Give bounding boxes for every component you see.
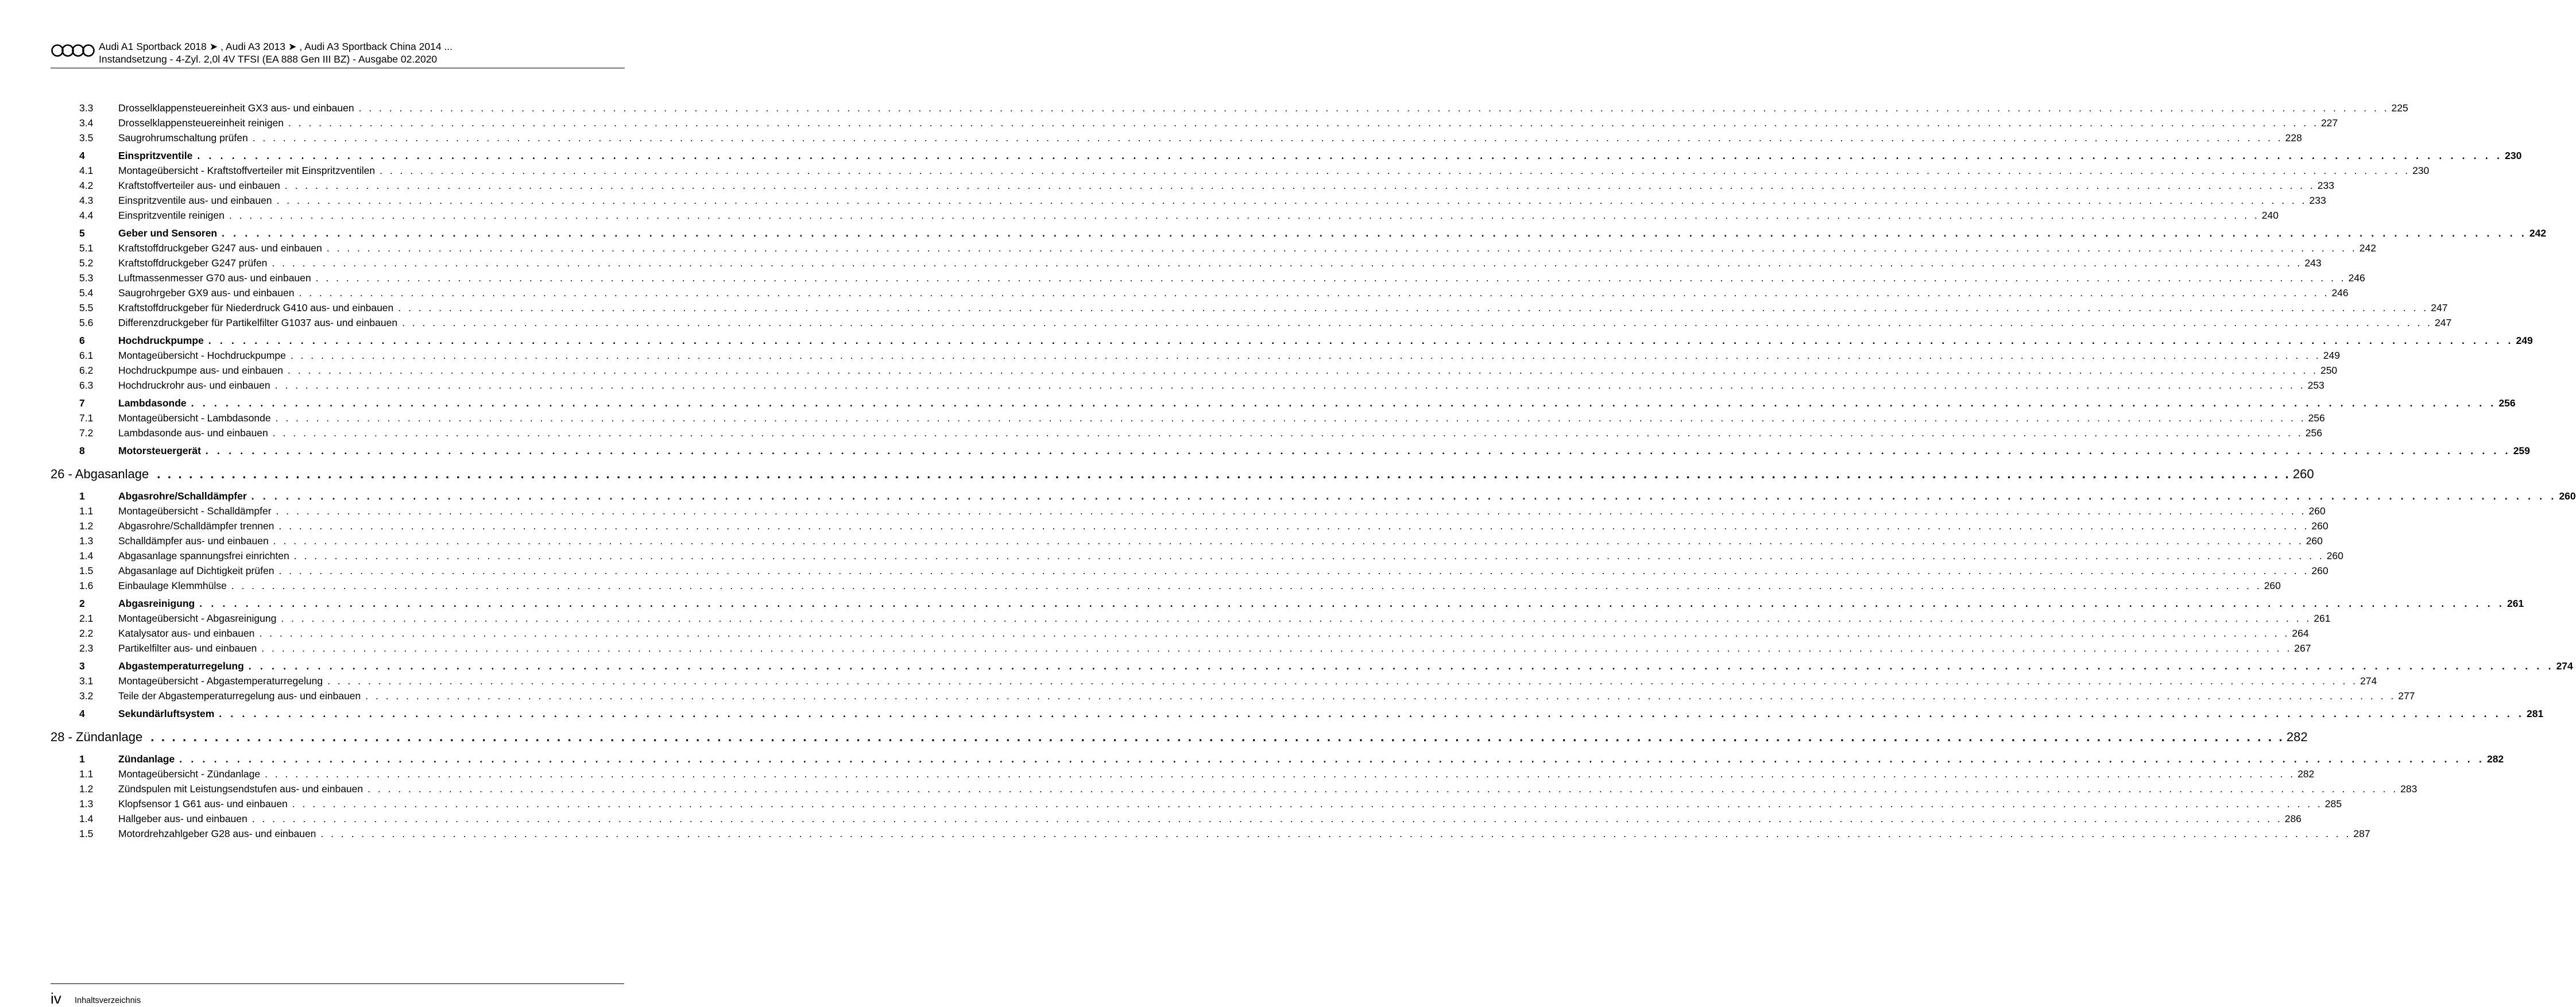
toc-entry-page: 264 [2289,626,2308,641]
toc-entry-leader-line [118,673,2377,688]
header-text [99,40,452,65]
toc-dot-leader: . . . . . . . . . . . . . . . . . . . . . . . . . . . . . . . . . . . . . . . . . . . . . . . . . . . . . . . . . . . . . . . . . . . . . . . . . . . . . . . . . . . . . . . . . . . . . . . . . . . . . . . . . . . . . . . . . . . . . . . . . . . . . . . . . . . . . . . . . . . . . . . . . . . . . . . . . . . . . . . . . . . . . . . . . . . . . . . . . . . . . . . . . . . . . . . . . . . . . . . . [229,210,2260,221]
toc-dot-leader: . . . . . . . . . . . . . . . . . . . . . . . . . . . . . . . . . . . . . . . . . . . . . . . . . . . . . . . . . . . . . . . . . . . . . . . . . . . . . . . . . . . . . . . . . . . . . . . . . . . . . . . . . . . . . . . . . . . . . . . . . . . . . . . . . . . . . . . . . . . . . . . . . . . . . . . . . . . . . . . . . . . . . . . . . . . . . . . . . . . . . . . . . . . . . . . . . . . . . . . . [290,350,2321,361]
toc-entry[interactable] [51,533,2323,548]
toc-entry-number: 1 [79,753,85,765]
toc-entry-number: 1.5 [79,565,94,576]
toc-entry[interactable] [51,178,2334,193]
toc-entry-leader-line [118,578,2281,593]
toc-entry-leader-line [118,285,2349,300]
toc-entry-title: Abgasanlage spannungsfrei einrichten [118,548,294,563]
toc-dot-leader: . . . . . . . . . . . . . . . . . . . . . . . . . . . . . . . . . . . . . . . . . . . . . . . . . . . . . . . . . . . . . . . . . . . . . . . . . . . . . . . . . . . . . . . . . . . . . . . . . . . . . . . . . . . . . . . . . . . . . . . . . . . . . . . . . . . . . . . . . . . . . . . . . . . . . . . . . . . . . . . . . . . . . . . . . . . . . . . . . . . . . . . . . . . . . . . . . . . . . . . . [150,730,2284,744]
toc-dot-leader: . . . . . . . . . . . . . . . . . . . . . . . . . . . . . . . . . . . . . . . . . . . . . . . . . . . . . . . . . . . . . . . . . . . . . . . . . . . . . . . . . . . . . . . . . . . . . . . . . . . . . . . . . . . . . . . . . . . . . . . . . . . . . . . . . . . . . . . . . . . . . . . . . . . . . . . . . . . . . . . . . . . . . . . . . . . . . . . . . . . . . . . . . . . . . . . . . . . . . . . . [288,365,2318,376]
toc-entry[interactable] [51,563,2329,578]
toc-entry[interactable] [51,100,2408,115]
toc-entry-number: 5.1 [79,242,94,254]
toc-dot-leader: . . . . . . . . . . . . . . . . . . . . . . . . . . . . . . . . . . . . . . . . . . . . . . . . . . . . . . . . . . . . . . . . . . . . . . . . . . . . . . . . . . . . . . . . . . . . . . . . . . . . . . . . . . . . . . . . . . . . . . . . . . . . . . . . . . . . . . . . . . . . . . . . . . . . . . . . . . . . . . . . . . . . . . . . . . . . . . . . . . . . . . . . . . . . . . . . . . . . . . . . [259,628,2290,639]
toc-entry-title: Klopfsensor 1 G61 aus- und einbauen [118,796,292,811]
toc-entry-number: 1.5 [79,828,94,839]
toc-entry[interactable] [51,315,2452,330]
toc-entry-page: 277 [2396,688,2415,703]
toc-entry-number: 5.5 [79,302,94,313]
toc-entry[interactable] [51,611,2331,626]
toc-entry[interactable] [51,348,2340,363]
toc-entry-page: 227 [2319,115,2338,130]
footer-label: Inhaltsverzeichnis [75,996,141,1005]
table-of-contents [51,100,2576,841]
toc-section-entry[interactable] [51,148,2522,163]
toc-entry-page: 259 [2511,443,2530,458]
toc-entry-number: 3.5 [79,132,94,144]
toc-section-entry[interactable] [51,659,2573,673]
toc-entry-leader-line [118,410,2325,425]
toc-dot-leader: . . . . . . . . . . . . . . . . . . . . . . . . . . . . . . . . . . . . . . . . . . . . . . . . . . . . . . . . . . . . . . . . . . . . . . . . . . . . . . . . . . . . . . . . . . . . . . . . . . . . . . . . . . . . . . . . . . . . . . . . . . . . . . . . . . . . . . . . . . . . . . . . . . . . . . . . . . . . . . . . . . . . . . . . . . . . . . . . . . . . . . . . . . . . . . . . . . . . . . . . [320,828,2351,839]
toc-entry-leader-line [118,208,2279,223]
toc-entry-title: Einspritzventile reinigen [118,208,229,223]
toc-dot-leader: . . . . . . . . . . . . . . . . . . . . . . . . . . . . . . . . . . . . . . . . . . . . . . . . . . . . . . . . . . . . . . . . . . . . . . . . . . . . . . . . . . . . . . . . . . . . . . . . . . . . . . . . . . . . . . . . . . . . . . . . . . . . . . . . . . . . . . . . . . . . . . . . . . . . . . . . . . . . . . . . . . . . . . . . . . . . . . . . . . . . . . . . . . . . . . . . . . . . . . . . [368,783,2399,795]
toc-entry-title: Montageübersicht - Schalldämpfer [118,503,276,518]
toc-entry-leader-line [118,596,2524,611]
toc-entry-title: Einspritzventile [118,148,197,163]
toc-entry-page: 256 [2303,425,2322,440]
toc-chapter-entry[interactable] [51,726,2308,749]
toc-entry-title: Differenzdruckgeber für Partikelfilter G1037 aus- und einbauen [118,315,402,330]
toc-entry-title: 26 - Abgasanlage [51,463,157,486]
toc-entry-page: 260 [2262,578,2281,593]
toc-entry-page: 261 [2505,596,2524,611]
toc-dot-leader: . . . . . . . . . . . . . . . . . . . . . . . . . . . . . . . . . . . . . . . . . . . . . . . . . . . . . . . . . . . . . . . . . . . . . . . . . . . . . . . . . . . . . . . . . . . . . . . . . . . . . . . . . . . . . . . . . . . . . . . . . . . . . . . . . . . . . . . . . . . . . . . . . . . . . . . . . . . . . . . . . . . . . . . . . . . . . . . . . . . . . . . . . . . . . . . . . . . . . . . . [261,642,2292,654]
toc-entry[interactable] [51,766,2315,781]
toc-entry[interactable] [51,163,2430,178]
toc-entry-number: 6 [79,335,85,346]
toc-dot-leader: . . . . . . . . . . . . . . . . . . . . . . . . . . . . . . . . . . . . . . . . . . . . . . . . . . . . . . . . . . . . . . . . . . . . . . . . . . . . . . . . . . . . . . . . . . . . . . . . . . . . . . . . . . . . . . . . . . . . . . . . . . . . . . . . . . . . . . . . . . . . . . . . . . . . . . . . . . . . . . . . . . . . . . . . . . . . . . . . . . . . . . . . . . . . . . . . . . . . . . . . [252,813,2283,824]
toc-entry-page: 246 [2329,285,2348,300]
toc-entry-number: 4.3 [79,195,94,206]
toc-entry-title: Geber und Sensoren [118,226,222,241]
toc-entry-leader-line [118,226,2547,241]
toc-entry-page: 260 [2556,489,2575,503]
toc-entry-page: 260 [2309,563,2328,578]
toc-entry-page: 249 [2514,333,2533,348]
toc-entry[interactable] [51,518,2329,533]
toc-entry[interactable] [51,241,2376,255]
toc-entry-leader-line [118,315,2452,330]
toc-entry[interactable] [51,425,2322,440]
toc-dot-leader: . . . . . . . . . . . . . . . . . . . . . . . . . . . . . . . . . . . . . . . . . . . . . . . . . . . . . . . . . . . . . . . . . . . . . . . . . . . . . . . . . . . . . . . . . . . . . . . . . . . . . . . . . . . . . . . . . . . . . . . . . . . . . . . . . . . . . . . . . . . . . . . . . . . . . . . . . . . . . . . . . . . . . . . . . . . . . . . . . . . . . . . . . . . . . . . . . . . . . . . . [293,550,2324,561]
toc-entry-title: Katalysator aus- und einbauen [118,626,259,641]
toc-entry[interactable] [51,410,2325,425]
toc-dot-leader: . . . . . . . . . . . . . . . . . . . . . . . . . . . . . . . . . . . . . . . . . . . . . . . . . . . . . . . . . . . . . . . . . . . . . . . . . . . . . . . . . . . . . . . . . . . . . . . . . . . . . . . . . . . . . . . . . . . . . . . . . . . . . . . . . . . . . . . . . . . . . . . . . . . . . . . . . . . . . . . . . . . . . . . . . . . . . . . . . . . . . . . . . . . . . . . . . . . . . . . . [327,675,2358,687]
toc-dot-leader: . . . . . . . . . . . . . . . . . . . . . . . . . . . . . . . . . . . . . . . . . . . . . . . . . . . . . . . . . . . . . . . . . . . . . . . . . . . . . . . . . . . . . . . . . . . . . . . . . . . . . . . . . . . . . . . . . . . . . . . . . . . . . . . . . . . . . . . . . . . . . . . . . . . . . . . . . . . . . . . . . . . . . . . . . . . . . . . . . . . . . . . . . . . . . . . . . . . . . . . . [365,690,2396,702]
toc-entry-title: Kraftstoffdruckgeber G247 aus- und einbauen [118,241,327,255]
toc-entry-page: 260 [2309,518,2328,533]
toc-entry-title: Sekundärluftsystem [118,706,219,721]
toc-entry-leader-line [118,115,2338,130]
toc-dot-leader: . . . . . . . . . . . . . . . . . . . . . . . . . . . . . . . . . . . . . . . . . . . . . . . . . . . . . . . . . . . . . . . . . . . . . . . . . . . . . . . . . . . . . . . . . . . . . . . . . . . . . . . . . . . . . . . . . . . . . . . . . . . . . . . . . . . . . . . . . . . . . . . . . . . . . . . . . . . . . . . . . . . . . . . . . . . . . . . . . . . . . . . . . . . . . . . . . . . . . . . . [231,580,2262,591]
toc-entry-leader-line [118,163,2430,178]
toc-entry-page: 256 [2306,410,2325,425]
toc-entry-title: Drosselklappensteuereinheit reinigen [118,115,288,130]
toc-entry-leader-line [118,611,2331,626]
toc-entry-leader-line [118,255,2322,270]
toc-entry-number: 4.2 [79,180,94,191]
toc-entry-page: 240 [2260,208,2279,223]
toc-entry-number: 1.6 [79,580,94,591]
toc-dot-leader: . . . . . . . . . . . . . . . . . . . . . . . . . . . . . . . . . . . . . . . . . . . . . . . . . . . . . . . . . . . . . . . . . . . . . . . . . . . . . . . . . . . . . . . . . . . . . . . . . . . . . . . . . . . . . . . . . . . . . . . . . . . . . . . . . . . . . . . . . . . . . . . . . . . . . . . . . . . . . . . . . . . . . . . . . . . . . . . . . . . . . . . . . . . . . . . . . . . . . . . . [292,798,2323,810]
toc-entry[interactable] [51,363,2338,378]
toc-dot-leader: . . . . . . . . . . . . . . . . . . . . . . . . . . . . . . . . . . . . . . . . . . . . . . . . . . . . . . . . . . . . . . . . . . . . . . . . . . . . . . . . . . . . . . . . . . . . . . . . . . . . . . . . . . . . . . . . . . . . . . . . . . . . . . . . . . . . . . . . . . . . . . . . . . . . . . . . . . . . . . . . . . . . . . . . . . . . . . . . . . . . . . . . . . . . . . . . . . . . . . . . [199,598,2505,609]
toc-entry-title: Abgasanlage auf Dichtigkeit prüfen [118,563,279,578]
toc-entry-number: 4 [79,150,85,161]
toc-entry-number: 2.3 [79,642,94,654]
toc-entry-leader-line [118,425,2322,440]
toc-entry-number: 1.1 [79,768,94,780]
toc-entry-leader-line [118,766,2315,781]
toc-entry-page: 233 [2315,178,2334,193]
toc-entry-leader-line [118,130,2302,145]
toc-dot-leader: . . . . . . . . . . . . . . . . . . . . . . . . . . . . . . . . . . . . . . . . . . . . . . . . . . . . . . . . . . . . . . . . . . . . . . . . . . . . . . . . . . . . . . . . . . . . . . . . . . . . . . . . . . . . . . . . . . . . . . . . . . . . . . . . . . . . . . . . . . . . . . . . . . . . . . . . . . . . . . . . . . . . . . . . . . . . . . . . . . . . . . . . . . . . . . . . . . . . . . . . [265,768,2296,780]
toc-entry[interactable] [51,548,2343,563]
toc-dot-leader: . . . . . . . . . . . . . . . . . . . . . . . . . . . . . . . . . . . . . . . . . . . . . . . . . . . . . . . . . . . . . . . . . . . . . . . . . . . . . . . . . . . . . . . . . . . . . . . . . . . . . . . . . . . . . . . . . . . . . . . . . . . . . . . . . . . . . . . . . . . . . . . . . . . . . . . . . . . . . . . . . . . . . . . . . . . . . . . . . . . . . . . . . . . . . . . . . . . . . . . . [279,520,2310,532]
toc-entry-title: Hallgeber aus- und einbauen [118,811,252,826]
toc-entry-number: 7 [79,397,85,409]
toc-dot-leader: . . . . . . . . . . . . . . . . . . . . . . . . . . . . . . . . . . . . . . . . . . . . . . . . . . . . . . . . . . . . . . . . . . . . . . . . . . . . . . . . . . . . . . . . . . . . . . . . . . . . . . . . . . . . . . . . . . . . . . . . . . . . . . . . . . . . . . . . . . . . . . . . . . . . . . . . . . . . . . . . . . . . . . . . . . . . . . . . . . . . . . . . . . . . . . . . . . . . . . . . [380,165,2411,176]
toc-entry-leader-line [118,626,2309,641]
toc-dot-leader: . . . . . . . . . . . . . . . . . . . . . . . . . . . . . . . . . . . . . . . . . . . . . . . . . . . . . . . . . . . . . . . . . . . . . . . . . . . . . . . . . . . . . . . . . . . . . . . . . . . . . . . . . . . . . . . . . . . . . . . . . . . . . . . . . . . . . . . . . . . . . . . . . . . . . . . . . . . . . . . . . . . . . . . . . . . . . . . . . . . . . . . . . . . . . . . . . . . . . . . . [272,257,2303,269]
toc-entry-leader-line [118,193,2326,208]
toc-entry-title: Hochdruckrohr aus- und einbauen [118,378,275,393]
toc-entry-number: 2.1 [79,613,94,624]
toc-entry-page: 233 [2307,193,2326,208]
toc-entry-title: Abgasrohre/Schalldämpfer trennen [118,518,279,533]
toc-entry-number: 3.4 [79,117,94,129]
toc-entry-number: 1.2 [79,520,94,532]
toc-dot-leader: . . . . . . . . . . . . . . . . . . . . . . . . . . . . . . . . . . . . . . . . . . . . . . . . . . . . . . . . . . . . . . . . . . . . . . . . . . . . . . . . . . . . . . . . . . . . . . . . . . . . . . . . . . . . . . . . . . . . . . . . . . . . . . . . . . . . . . . . . . . . . . . . . . . . . . . . . . . . . . . . . . . . . . . . . . . . . . . . . . . . . . . . . . . . . . . . . . . . . . . . [288,117,2319,129]
footer-rule [51,983,624,984]
toc-entry-page: 274 [2554,659,2573,673]
toc-entry-title: Schalldämpfer aus- und einbauen [118,533,273,548]
toc-entry-title: Luftmassenmesser G70 aus- und einbauen [118,270,316,285]
toc-dot-leader: . . . . . . . . . . . . . . . . . . . . . . . . . . . . . . . . . . . . . . . . . . . . . . . . . . . . . . . . . . . . . . . . . . . . . . . . . . . . . . . . . . . . . . . . . . . . . . . . . . . . . . . . . . . . . . . . . . . . . . . . . . . . . . . . . . . . . . . . . . . . . . . . . . . . . . . . . . . . . . . . . . . . . . . . . . . . . . . . . . . . . . . . . . . . . . . . . . . . . . . . [205,445,2511,456]
toc-entry-leader-line [118,659,2573,673]
toc-entry-page: 286 [2283,811,2302,826]
toc-entry-leader-line [118,518,2329,533]
toc-entry-leader-line [118,781,2418,796]
toc-dot-leader: . . . . . . . . . . . . . . . . . . . . . . . . . . . . . . . . . . . . . . . . . . . . . . . . . . . . . . . . . . . . . . . . . . . . . . . . . . . . . . . . . . . . . . . . . . . . . . . . . . . . . . . . . . . . . . . . . . . . . . . . . . . . . . . . . . . . . . . . . . . . . . . . . . . . . . . . . . . . . . . . . . . . . . . . . . . . . . . . . . . . . . . . . . . . . . . . . . . . . . . . [274,379,2306,391]
toc-entry-number: 3.1 [79,675,94,687]
toc-entry-page: 256 [2496,396,2515,410]
toc-entry-page: 230 [2410,163,2429,178]
toc-entry-number: 6.2 [79,365,94,376]
toc-section-entry[interactable] [51,396,2516,410]
toc-entry-number: 3 [79,660,85,672]
toc-dot-leader: . . . . . . . . . . . . . . . . . . . . . . . . . . . . . . . . . . . . . . . . . . . . . . . . . . . . . . . . . . . . . . . . . . . . . . . . . . . . . . . . . . . . . . . . . . . . . . . . . . . . . . . . . . . . . . . . . . . . . . . . . . . . . . . . . . . . . . . . . . . . . . . . . . . . . . . . . . . . . . . . . . . . . . . . . . . . . . . . . . . . . . . . . . . . . . . . . . . . . . . . [222,227,2527,239]
toc-entry[interactable] [51,255,2322,270]
toc-entry-leader-line [118,489,2576,503]
toc-entry-page: 249 [2321,348,2340,363]
toc-entry-page: 242 [2357,241,2376,255]
toc-entry-number: 6.1 [79,350,94,361]
toc-entry[interactable] [51,826,2370,841]
toc-entry-page: 285 [2323,796,2342,811]
toc-entry-page: 250 [2318,363,2337,378]
toc-entry[interactable] [51,300,2448,315]
toc-entry-leader-line [118,443,2530,458]
toc-entry-leader-line [118,548,2343,563]
toc-dot-leader: . . . . . . . . . . . . . . . . . . . . . . . . . . . . . . . . . . . . . . . . . . . . . . . . . . . . . . . . . . . . . . . . . . . . . . . . . . . . . . . . . . . . . . . . . . . . . . . . . . . . . . . . . . . . . . . . . . . . . . . . . . . . . . . . . . . . . . . . . . . . . . . . . . . . . . . . . . . . . . . . . . . . . . . . . . . . . . . . . . . . . . . . . . . . . . . . . . . . . . . . [197,150,2503,161]
toc-dot-leader: . . . . . . . . . . . . . . . . . . . . . . . . . . . . . . . . . . . . . . . . . . . . . . . . . . . . . . . . . . . . . . . . . . . . . . . . . . . . . . . . . . . . . . . . . . . . . . . . . . . . . . . . . . . . . . . . . . . . . . . . . . . . . . . . . . . . . . . . . . . . . . . . . . . . . . . . . . . . . . . . . . . . . . . . . . . . . . . . . . . . . . . . . . . . . . . . . . . . . . . . [252,132,2283,144]
toc-entry-title: Montageübersicht - Kraftstoffverteiler mit Einspritzventilen [118,163,380,178]
toc-entry-page: 281 [2524,706,2543,721]
toc-dot-leader: . . . . . . . . . . . . . . . . . . . . . . . . . . . . . . . . . . . . . . . . . . . . . . . . . . . . . . . . . . . . . . . . . . . . . . . . . . . . . . . . . . . . . . . . . . . . . . . . . . . . . . . . . . . . . . . . . . . . . . . . . . . . . . . . . . . . . . . . . . . . . . . . . . . . . . . . . . . . . . . . . . . . . . . . . . . . . . . . . . . . . . . . . . . . . . . . . . . . . . . . [208,335,2514,346]
toc-dot-leader: . . . . . . . . . . . . . . . . . . . . . . . . . . . . . . . . . . . . . . . . . . . . . . . . . . . . . . . . . . . . . . . . . . . . . . . . . . . . . . . . . . . . . . . . . . . . . . . . . . . . . . . . . . . . . . . . . . . . . . . . . . . . . . . . . . . . . . . . . . . . . . . . . . . . . . . . . . . . . . . . . . . . . . . . . . . . . . . . . . . . . . . . . . . . . . . . . . . . . . . . [279,565,2310,576]
toc-entry-page: 274 [2358,673,2377,688]
toc-dot-leader: . . . . . . . . . . . . . . . . . . . . . . . . . . . . . . . . . . . . . . . . . . . . . . . . . . . . . . . . . . . . . . . . . . . . . . . . . . . . . . . . . . . . . . . . . . . . . . . . . . . . . . . . . . . . . . . . . . . . . . . . . . . . . . . . . . . . . . . . . . . . . . . . . . . . . . . . . . . . . . . . . . . . . . . . . . . . . . . . . . . . . . . . . . . . . . . . . . . . . . . . [358,102,2389,114]
toc-entry-page: 243 [2302,255,2321,270]
toc-entry-page: 230 [2502,148,2521,163]
toc-entry-leader-line [118,533,2323,548]
toc-dot-leader: . . . . . . . . . . . . . . . . . . . . . . . . . . . . . . . . . . . . . . . . . . . . . . . . . . . . . . . . . . . . . . . . . . . . . . . . . . . . . . . . . . . . . . . . . . . . . . . . . . . . . . . . . . . . . . . . . . . . . . . . . . . . . . . . . . . . . . . . . . . . . . . . . . . . . . . . . . . . . . . . . . . . . . . . . . . . . . . . . . . . . . . . . . . . . . . . . . . . . . . . [273,535,2304,547]
toc-entry-page: 267 [2292,641,2311,656]
toc-entry-title: Saugrohrgeber GX9 aus- und einbauen [118,285,299,300]
toc-entry-leader-line [118,706,2544,721]
toc-entry-leader-line [118,363,2338,378]
toc-entry-title: Montageübersicht - Lambdasonde [118,410,276,425]
toc-dot-leader: . . . . . . . . . . . . . . . . . . . . . . . . . . . . . . . . . . . . . . . . . . . . . . . . . . . . . . . . . . . . . . . . . . . . . . . . . . . . . . . . . . . . . . . . . . . . . . . . . . . . . . . . . . . . . . . . . . . . . . . . . . . . . . . . . . . . . . . . . . . . . . . . . . . . . . . . . . . . . . . . . . . . . . . . . . . . . . . . . . . . . . . . . . . . . . . . . . . . . . . . [275,412,2306,424]
toc-dot-leader: . . . . . . . . . . . . . . . . . . . . . . . . . . . . . . . . . . . . . . . . . . . . . . . . . . . . . . . . . . . . . . . . . . . . . . . . . . . . . . . . . . . . . . . . . . . . . . . . . . . . . . . . . . . . . . . . . . . . . . . . . . . . . . . . . . . . . . . . . . . . . . . . . . . . . . . . . . . . . . . . . . . . . . . . . . . . . . . . . . . . . . . . . . . . . . . . . . . . . . . . [402,317,2433,328]
toc-entry-title: Abgastemperaturregelung [118,659,249,673]
toc-entry[interactable] [51,796,2342,811]
toc-entry-page: 260 [2307,503,2326,518]
toc-chapter-entry[interactable] [51,463,2314,486]
toc-entry-page: 253 [2306,378,2324,393]
toc-entry-title: Teile der Abgastemperaturregelung aus- und einbauen [118,688,365,703]
toc-entry-leader-line [118,503,2326,518]
toc-dot-leader: . . . . . . . . . . . . . . . . . . . . . . . . . . . . . . . . . . . . . . . . . . . . . . . . . . . . . . . . . . . . . . . . . . . . . . . . . . . . . . . . . . . . . . . . . . . . . . . . . . . . . . . . . . . . . . . . . . . . . . . . . . . . . . . . . . . . . . . . . . . . . . . . . . . . . . . . . . . . . . . . . . . . . . . . . . . . . . . . . . . . . . . . . . . . . . . . . . . . . . . . [315,272,2346,284]
toc-entry-number: 6.3 [79,379,94,391]
toc-entry-leader-line [118,348,2340,363]
toc-entry-leader-line [118,270,2365,285]
toc-entry-page: 282 [2284,726,2308,749]
toc-section-entry[interactable] [51,226,2547,241]
toc-entry[interactable] [51,673,2377,688]
toc-entry-page: 247 [2432,315,2451,330]
toc-section-entry[interactable] [51,752,2504,766]
header-line-vehicles: Audi A1 Sportback 2018 ➤ , Audi A3 2013 ➤ , Audi A3 Sportback China 2014 ... [99,41,452,52]
toc-entry-leader-line [118,563,2329,578]
toc-entry[interactable] [51,811,2302,826]
toc-entry-title: Montageübersicht - Zündanlage [118,766,265,781]
toc-section-entry[interactable] [51,333,2533,348]
toc-entry-title: Abgasrohre/Schalldämpfer [118,489,252,503]
toc-entry[interactable] [51,503,2326,518]
toc-entry-page: 228 [2283,130,2302,145]
toc-entry-number: 1.3 [79,535,94,547]
toc-entry-title: Saugrohrumschaltung prüfen [118,130,253,145]
toc-dot-leader: . . . . . . . . . . . . . . . . . . . . . . . . . . . . . . . . . . . . . . . . . . . . . . . . . . . . . . . . . . . . . . . . . . . . . . . . . . . . . . . . . . . . . . . . . . . . . . . . . . . . . . . . . . . . . . . . . . . . . . . . . . . . . . . . . . . . . . . . . . . . . . . . . . . . . . . . . . . . . . . . . . . . . . . . . . . . . . . . . . . . . . . . . . . . . . . . . . . . . . . . [398,302,2429,313]
toc-dot-leader: . . . . . . . . . . . . . . . . . . . . . . . . . . . . . . . . . . . . . . . . . . . . . . . . . . . . . . . . . . . . . . . . . . . . . . . . . . . . . . . . . . . . . . . . . . . . . . . . . . . . . . . . . . . . . . . . . . . . . . . . . . . . . . . . . . . . . . . . . . . . . . . . . . . . . . . . . . . . . . . . . . . . . . . . . . . . . . . . . . . . . . . . . . . . . . . . . . . . . . . . [219,708,2525,719]
toc-entry-title: 28 - Zündanlage [51,726,150,749]
toc-entry-page: 260 [2291,463,2314,486]
toc-entry-title: Kraftstoffverteiler aus- und einbauen [118,178,285,193]
toc-entry-page: 283 [2398,781,2417,796]
toc-entry-number: 5.2 [79,257,94,269]
toc-entry-number: 4.1 [79,165,94,176]
toc-entry-leader-line [51,463,2314,486]
toc-entry[interactable] [51,193,2326,208]
toc-entry-title: Motorsteuergerät [118,443,206,458]
toc-section-entry[interactable] [51,596,2524,611]
toc-entry-page: 282 [2485,752,2504,766]
toc-entry[interactable] [51,130,2302,145]
toc-dot-leader: . . . . . . . . . . . . . . . . . . . . . . . . . . . . . . . . . . . . . . . . . . . . . . . . . . . . . . . . . . . . . . . . . . . . . . . . . . . . . . . . . . . . . . . . . . . . . . . . . . . . . . . . . . . . . . . . . . . . . . . . . . . . . . . . . . . . . . . . . . . . . . . . . . . . . . . . . . . . . . . . . . . . . . . . . . . . . . . . . . . . . . . . . . . . . . . . . . . . . . . . [281,613,2312,624]
footer-page-number: iv [51,990,61,1007]
toc-entry-page: 225 [2389,100,2408,115]
toc-entry-title: Zündanlage [118,752,179,766]
toc-entry[interactable] [51,578,2281,593]
toc-dot-leader: . . . . . . . . . . . . . . . . . . . . . . . . . . . . . . . . . . . . . . . . . . . . . . . . . . . . . . . . . . . . . . . . . . . . . . . . . . . . . . . . . . . . . . . . . . . . . . . . . . . . . . . . . . . . . . . . . . . . . . . . . . . . . . . . . . . . . . . . . . . . . . . . . . . . . . . . . . . . . . . . . . . . . . . . . . . . . . . . . . . . . . . . . . . . . . . . . . . . . . . . [179,753,2485,765]
toc-entry-title: Hochdruckpumpe aus- und einbauen [118,363,288,378]
toc-entry-leader-line [118,178,2334,193]
header-line-manual: Instandsetzung - 4-Zyl. 2,0l 4V TFSI (EA 888 Gen III BZ) - Ausgabe 02.2020 [99,53,438,65]
toc-entry-number: 2 [79,598,85,609]
toc-entry-title: Hochdruckpumpe [118,333,208,348]
toc-entry-leader-line [118,241,2376,255]
toc-entry-title: Drosselklappensteuereinheit GX3 aus- und einbauen [118,100,359,115]
toc-entry-leader-line [118,811,2302,826]
toc-entry-number: 8 [79,445,85,456]
toc-entry-number: 4 [79,708,85,719]
toc-entry-page: 261 [2311,611,2330,626]
toc-entry[interactable] [51,688,2415,703]
toc-entry-page: 260 [2324,548,2343,563]
toc-entry-number: 5 [79,227,85,239]
toc-dot-leader: . . . . . . . . . . . . . . . . . . . . . . . . . . . . . . . . . . . . . . . . . . . . . . . . . . . . . . . . . . . . . . . . . . . . . . . . . . . . . . . . . . . . . . . . . . . . . . . . . . . . . . . . . . . . . . . . . . . . . . . . . . . . . . . . . . . . . . . . . . . . . . . . . . . . . . . . . . . . . . . . . . . . . . . . . . . . . . . . . . . . . . . . . . . . . . . . . . . . . . . . [272,427,2303,439]
toc-entry-number: 1.1 [79,505,94,517]
toc-entry-leader-line [118,826,2370,841]
toc-entry-title: Montageübersicht - Abgasreinigung [118,611,281,626]
toc-entry-leader-line [118,300,2448,315]
toc-section-entry[interactable] [51,706,2544,721]
toc-dot-leader: . . . . . . . . . . . . . . . . . . . . . . . . . . . . . . . . . . . . . . . . . . . . . . . . . . . . . . . . . . . . . . . . . . . . . . . . . . . . . . . . . . . . . . . . . . . . . . . . . . . . . . . . . . . . . . . . . . . . . . . . . . . . . . . . . . . . . . . . . . . . . . . . . . . . . . . . . . . . . . . . . . . . . . . . . . . . . . . . . . . . . . . . . . . . . . . . . . . . . . . . [157,467,2291,481]
toc-entry-number: 4.4 [79,210,94,221]
toc-dot-leader: . . . . . . . . . . . . . . . . . . . . . . . . . . . . . . . . . . . . . . . . . . . . . . . . . . . . . . . . . . . . . . . . . . . . . . . . . . . . . . . . . . . . . . . . . . . . . . . . . . . . . . . . . . . . . . . . . . . . . . . . . . . . . . . . . . . . . . . . . . . . . . . . . . . . . . . . . . . . . . . . . . . . . . . . . . . . . . . . . . . . . . . . . . . . . . . . . . . . . . . . [276,195,2307,206]
toc-entry[interactable] [51,115,2338,130]
toc-entry-leader-line [118,641,2311,656]
toc-entry-leader-line [118,396,2516,410]
toc-entry-title: Kraftstoffdruckgeber für Niederdruck G410 aus- und einbauen [118,300,398,315]
toc-entry[interactable] [51,378,2324,393]
toc-entry-page: 247 [2428,300,2447,315]
toc-entry-number: 7.1 [79,412,94,424]
toc-entry-number: 1.4 [79,813,94,824]
toc-entry-title: Montageübersicht - Hochdruckpumpe [118,348,291,363]
toc-entry-title: Abgasreinigung [118,596,199,611]
toc-entry-number: 5.6 [79,317,94,328]
toc-dot-leader: . . . . . . . . . . . . . . . . . . . . . . . . . . . . . . . . . . . . . . . . . . . . . . . . . . . . . . . . . . . . . . . . . . . . . . . . . . . . . . . . . . . . . . . . . . . . . . . . . . . . . . . . . . . . . . . . . . . . . . . . . . . . . . . . . . . . . . . . . . . . . . . . . . . . . . . . . . . . . . . . . . . . . . . . . . . . . . . . . . . . . . . . . . . . . . . . . . . . . . . . [276,505,2307,517]
toc-entry-number: 2.2 [79,628,94,639]
toc-entry-title: Kraftstoffdruckgeber G247 prüfen [118,255,272,270]
toc-entry-number: 1.4 [79,550,94,561]
toc-entry-number: 5.4 [79,287,94,299]
toc-entry[interactable] [51,626,2309,641]
toc-entry-title: Partikelfilter aus- und einbauen [118,641,261,656]
toc-entry[interactable] [51,285,2349,300]
toc-entry-leader-line [51,726,2308,749]
toc-entry-number: 5.3 [79,272,94,284]
toc-entry-number: 7.2 [79,427,94,439]
toc-entry-number: 1 [79,490,85,502]
toc-dot-leader: . . . . . . . . . . . . . . . . . . . . . . . . . . . . . . . . . . . . . . . . . . . . . . . . . . . . . . . . . . . . . . . . . . . . . . . . . . . . . . . . . . . . . . . . . . . . . . . . . . . . . . . . . . . . . . . . . . . . . . . . . . . . . . . . . . . . . . . . . . . . . . . . . . . . . . . . . . . . . . . . . . . . . . . . . . . . . . . . . . . . . . . . . . . . . . . . . . . . . . . . [251,490,2557,502]
toc-entry-page: 287 [2351,826,2370,841]
toc-entry-number: 1.2 [79,783,94,795]
toc-entry-title: Zündspulen mit Leistungsendstufen aus- und einbauen [118,781,368,796]
toc-dot-leader: . . . . . . . . . . . . . . . . . . . . . . . . . . . . . . . . . . . . . . . . . . . . . . . . . . . . . . . . . . . . . . . . . . . . . . . . . . . . . . . . . . . . . . . . . . . . . . . . . . . . . . . . . . . . . . . . . . . . . . . . . . . . . . . . . . . . . . . . . . . . . . . . . . . . . . . . . . . . . . . . . . . . . . . . . . . . . . . . . . . . . . . . . . . . . . . . . . . . . . . . [248,660,2554,672]
toc-dot-leader: . . . . . . . . . . . . . . . . . . . . . . . . . . . . . . . . . . . . . . . . . . . . . . . . . . . . . . . . . . . . . . . . . . . . . . . . . . . . . . . . . . . . . . . . . . . . . . . . . . . . . . . . . . . . . . . . . . . . . . . . . . . . . . . . . . . . . . . . . . . . . . . . . . . . . . . . . . . . . . . . . . . . . . . . . . . . . . . . . . . . . . . . . . . . . . . . . . . . . . . . [299,287,2330,299]
toc-entry-leader-line [118,688,2415,703]
toc-entry-title: Motordrehzahlgeber G28 aus- und einbauen [118,826,320,841]
toc-entry-page: 260 [2304,533,2323,548]
toc-entry-page: 242 [2527,226,2546,241]
toc-entry-title: Lambdasonde aus- und einbauen [118,425,273,440]
toc-entry[interactable] [51,208,2279,223]
toc-entry-number: 3.2 [79,690,94,702]
toc-section-entry[interactable] [51,489,2576,503]
toc-dot-leader: . . . . . . . . . . . . . . . . . . . . . . . . . . . . . . . . . . . . . . . . . . . . . . . . . . . . . . . . . . . . . . . . . . . . . . . . . . . . . . . . . . . . . . . . . . . . . . . . . . . . . . . . . . . . . . . . . . . . . . . . . . . . . . . . . . . . . . . . . . . . . . . . . . . . . . . . . . . . . . . . . . . . . . . . . . . . . . . . . . . . . . . . . . . . . . . . . . . . . . . . [191,397,2497,409]
toc-dot-leader: . . . . . . . . . . . . . . . . . . . . . . . . . . . . . . . . . . . . . . . . . . . . . . . . . . . . . . . . . . . . . . . . . . . . . . . . . . . . . . . . . . . . . . . . . . . . . . . . . . . . . . . . . . . . . . . . . . . . . . . . . . . . . . . . . . . . . . . . . . . . . . . . . . . . . . . . . . . . . . . . . . . . . . . . . . . . . . . . . . . . . . . . . . . . . . . . . . . . . . . . [326,242,2357,254]
toc-entry-leader-line [118,333,2533,348]
toc-entry-title: Einspritzventile aus- und einbauen [118,193,277,208]
toc-entry[interactable] [51,641,2311,656]
toc-section-entry[interactable] [51,443,2530,458]
toc-entry-title: Lambdasonde [118,396,191,410]
toc-dot-leader: . . . . . . . . . . . . . . . . . . . . . . . . . . . . . . . . . . . . . . . . . . . . . . . . . . . . . . . . . . . . . . . . . . . . . . . . . . . . . . . . . . . . . . . . . . . . . . . . . . . . . . . . . . . . . . . . . . . . . . . . . . . . . . . . . . . . . . . . . . . . . . . . . . . . . . . . . . . . . . . . . . . . . . . . . . . . . . . . . . . . . . . . . . . . . . . . . . . . . . . . [284,180,2315,191]
toc-entry-title: Montageübersicht - Abgastemperaturregelung [118,673,327,688]
toc-entry[interactable] [51,270,2365,285]
toc-entry-leader-line [118,100,2408,115]
toc-entry-page: 282 [2295,766,2314,781]
toc-entry-leader-line [118,148,2522,163]
toc-entry[interactable] [51,781,2418,796]
toc-entry-title: Einbaulage Klemmhülse [118,578,231,593]
toc-entry-page: 246 [2346,270,2365,285]
audi-rings-logo-icon [51,44,95,57]
toc-entry-number: 3.3 [79,102,94,114]
toc-entry-leader-line [118,378,2324,393]
toc-entry-number: 1.3 [79,798,94,810]
toc-entry-leader-line [118,752,2504,766]
toc-entry-leader-line [118,796,2342,811]
